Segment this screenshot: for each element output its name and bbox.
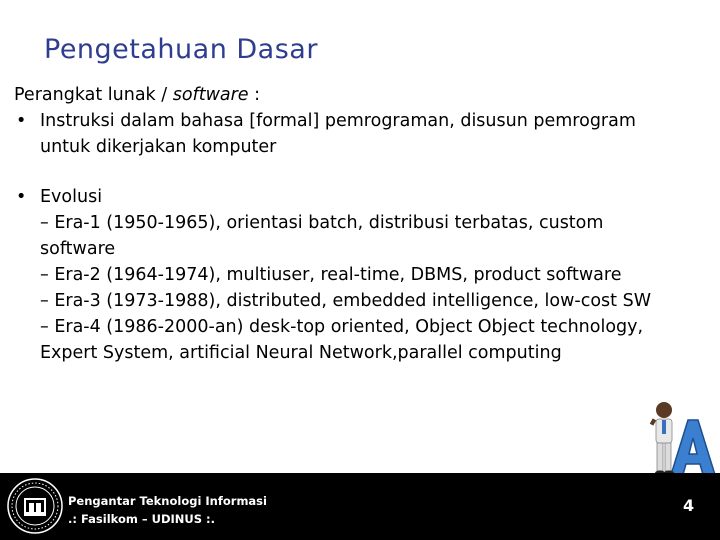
era-item: – Era-2 (1964-1974), multiuser, real-time, DBMS, product software <box>40 265 622 285</box>
heading-italic: software <box>172 85 249 105</box>
footer-institution: .: Fasilkom – UDINUS :. <box>68 512 216 526</box>
bullet-item-evolution <box>14 184 718 366</box>
bullet-dot: • <box>16 111 27 131</box>
bullet-text-line: Instruksi dalam bahasa [formal] pemrograman, disusun pemrogram <box>40 111 636 131</box>
university-seal-icon <box>6 477 64 535</box>
bullet-dot: • <box>16 187 27 207</box>
person-with-letter-a-icon <box>640 398 716 480</box>
bullet-label: Evolusi <box>40 187 103 207</box>
heading-prefix: Perangkat lunak / <box>14 85 173 105</box>
section-heading <box>14 82 718 108</box>
era-item: – Era-1 (1950-1965), orientasi batch, distribusi terbatas, custom <box>40 213 604 233</box>
bullet-item-instruction <box>14 108 718 160</box>
era-item: – Era-4 (1986-2000-an) desk-top oriented, Object Object technology, <box>40 317 644 337</box>
slide-title: Pengetahuan Dasar <box>44 34 318 65</box>
heading-suffix: : <box>248 85 261 105</box>
footer-course-name: Pengantar Teknologi Informasi <box>68 494 267 508</box>
footer-caption <box>68 492 267 528</box>
slide-body <box>14 82 718 366</box>
era-item: – Era-3 (1973-1988), distributed, embedded intelligence, low-cost SW <box>40 291 652 311</box>
page-number: 4 <box>683 496 695 515</box>
bullet-text-line: untuk dikerjakan komputer <box>40 137 277 157</box>
era-item-continuation: software <box>40 239 116 259</box>
era-item-continuation: Expert System, artificial Neural Network,parallel computing <box>40 343 562 363</box>
